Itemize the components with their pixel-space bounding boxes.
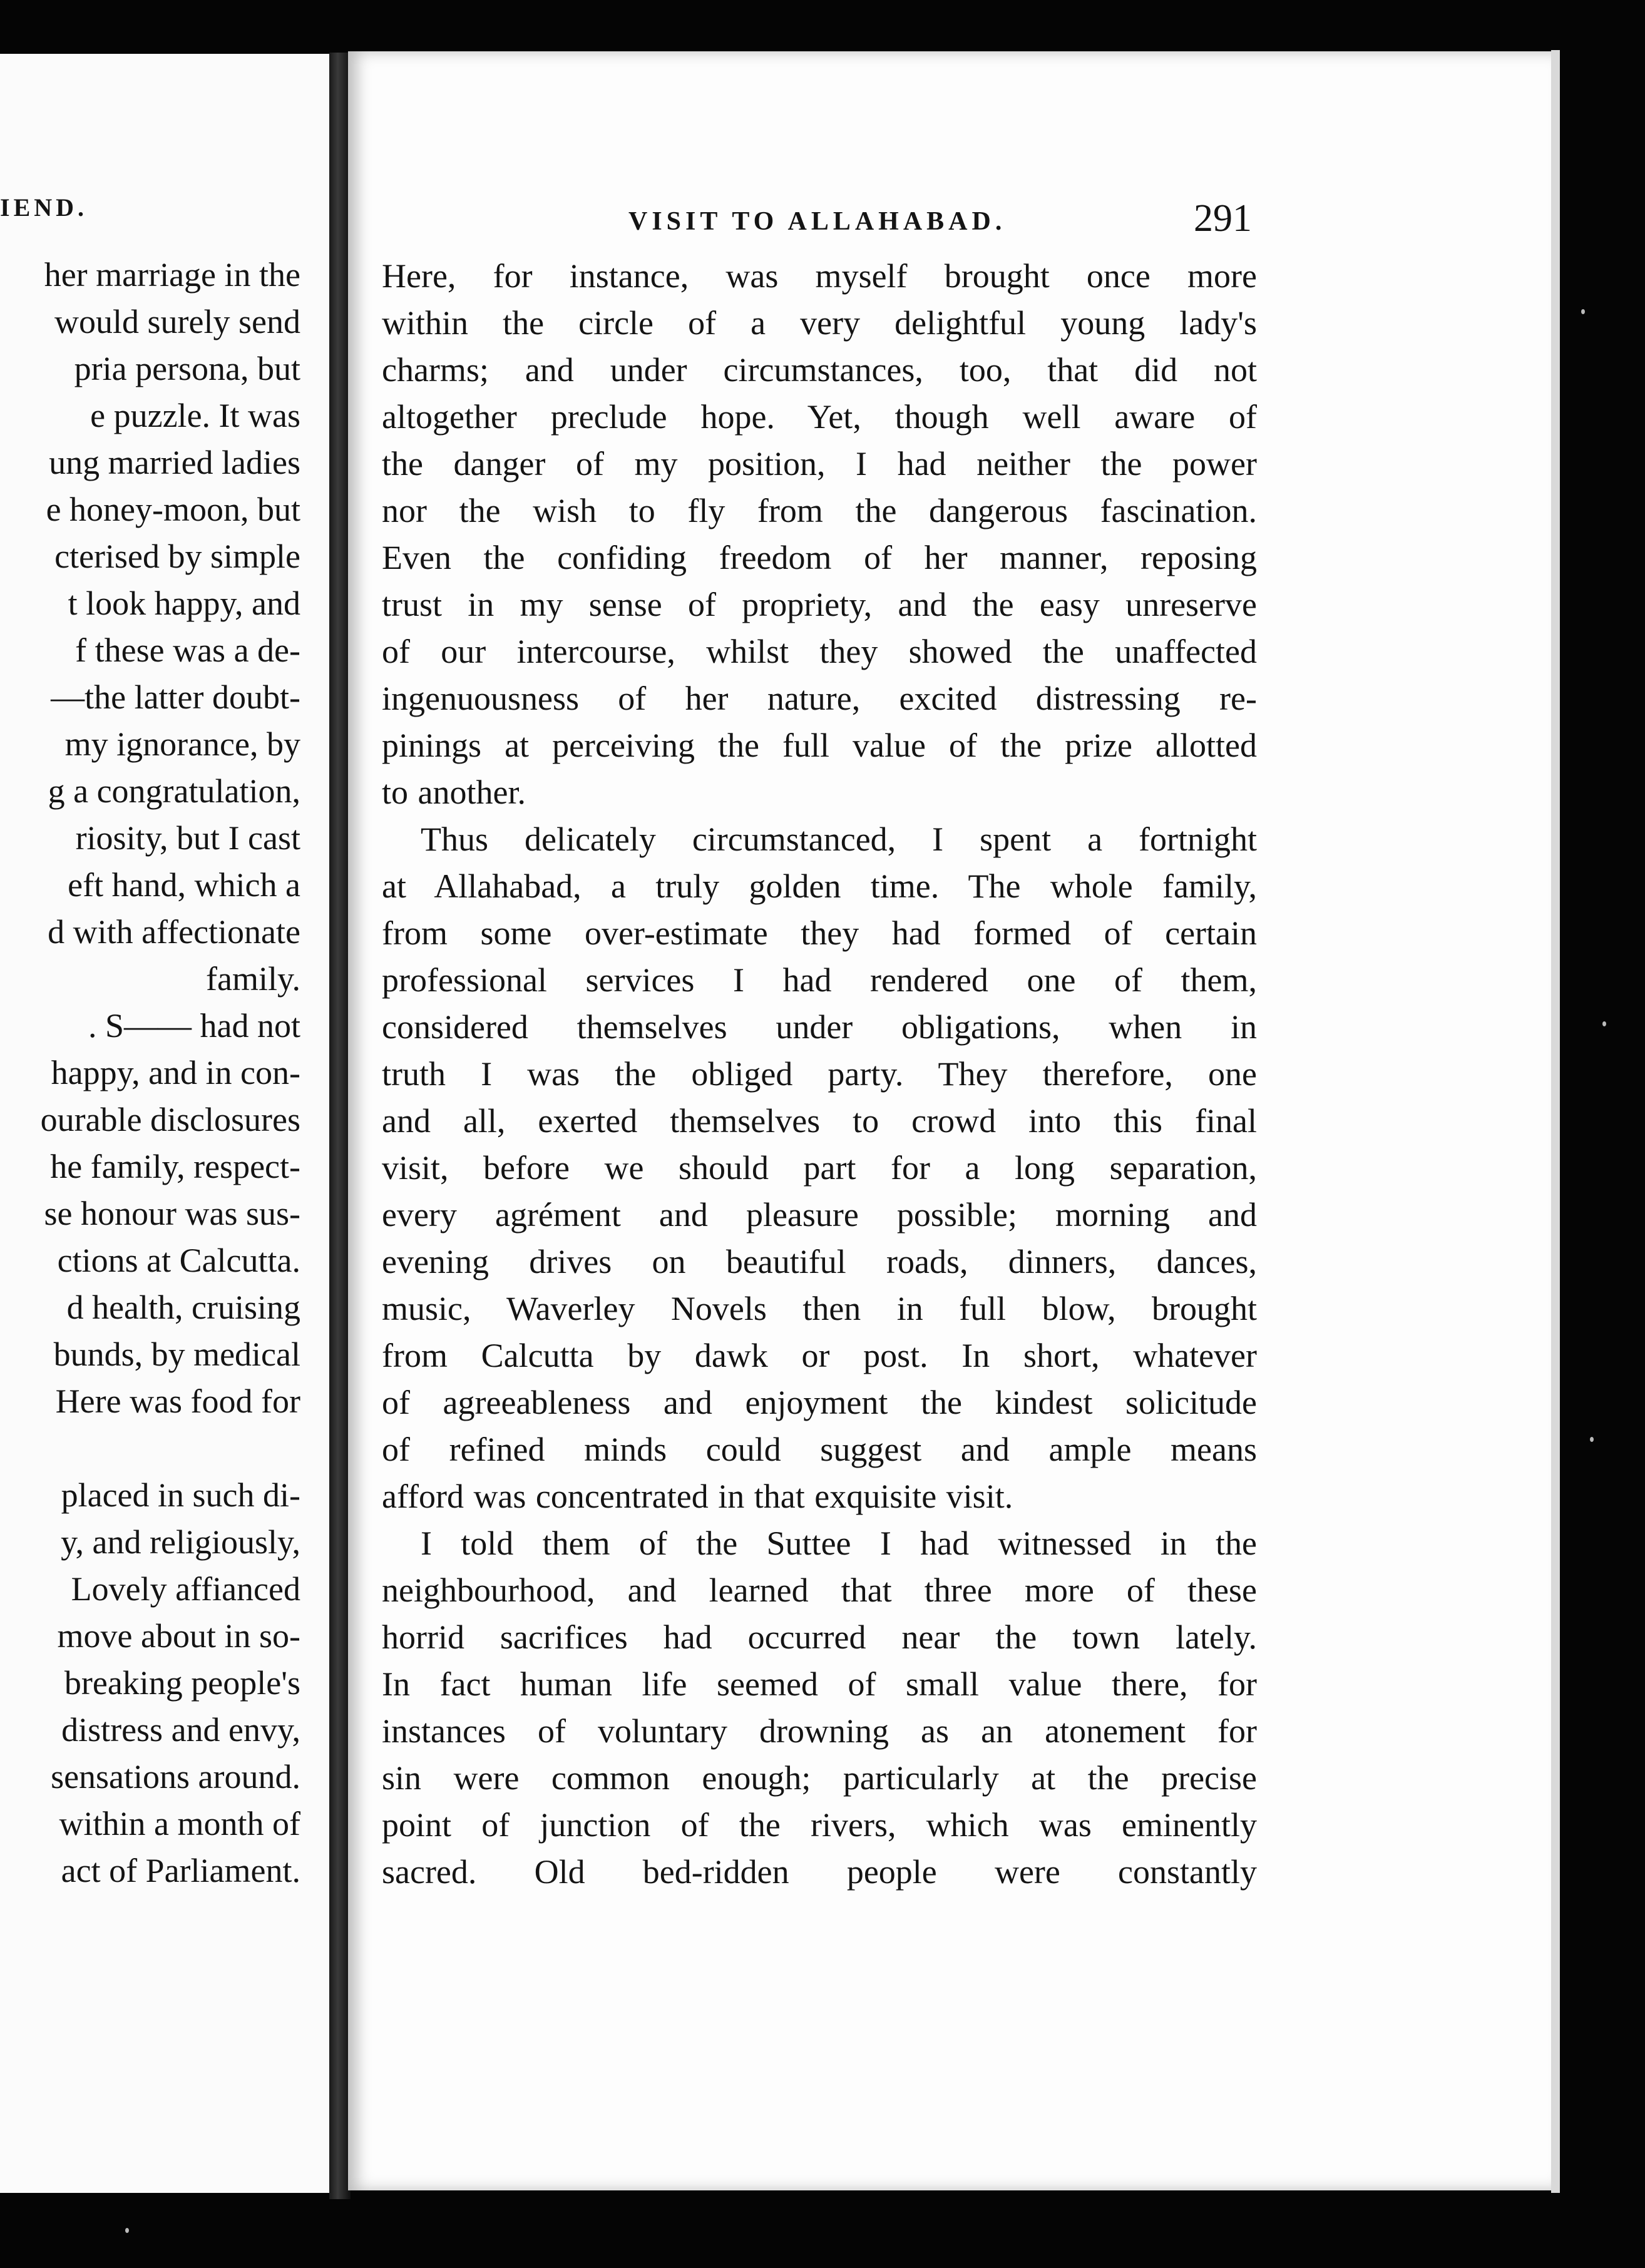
text-line: professional services I had rendered one of them, [382,961,1257,999]
paragraph [382,816,1257,1520]
text-line: horrid sacrifices had occurred near the town lately. [382,1618,1257,1656]
left-text-line: . S—— had not [88,1007,300,1045]
text-line: ingenuousness of her nature, excited distressing re- [382,680,1257,717]
left-text-line: cterised by simple [54,538,300,575]
left-text-line: within a month of [59,1805,300,1842]
text-line: from some over-estimate they had formed of certain [382,914,1257,952]
text-line: and all, exerted themselves to crowd into this final [382,1102,1257,1140]
left-text-line: d health, cruising [66,1289,300,1326]
left-text-line: her marriage in the [44,256,300,294]
left-text-block [0,252,300,1894]
book-gutter [329,53,351,2199]
paragraph [382,1520,1257,1896]
scan-speck [1581,309,1585,314]
text-line: every agrément and pleasure possible; morning and [382,1196,1257,1234]
body-text [382,253,1257,1896]
text-line: I told them of the Suttee I had witnessed in the [421,1525,1257,1562]
text-line: truth I was the obliged party. They therefore, one [382,1055,1257,1093]
left-text-line [0,1425,300,1472]
text-line: instances of voluntary drowning as an atonement for [382,1712,1257,1750]
text-line: sin were common enough; particularly at the precise [382,1759,1257,1797]
left-text-line: breaking people's [64,1664,300,1702]
text-line: of refined minds could suggest and ample means [382,1431,1257,1468]
text-line: pinings at perceiving the full value of the prize allotted [382,727,1257,764]
left-text-line: eft hand, which a [68,866,300,904]
scan-speck [1602,1021,1606,1026]
left-text-line: y, and religiously, [61,1523,300,1561]
text-line: the danger of my position, I had neither the power [382,445,1257,483]
left-text-line: riosity, but I cast [75,819,300,857]
text-line: considered themselves under obligations, when in [382,1008,1257,1046]
left-text-line: act of Parliament. [61,1852,300,1889]
left-text-line: se honour was sus- [44,1195,300,1232]
text-line: afford was concentrated in that exquisite visit. [382,1478,1013,1515]
left-text-line: bunds, by medical [53,1336,300,1373]
left-text-line: placed in such di- [61,1476,300,1514]
text-line: visit, before we should part for a long separation, [382,1149,1257,1187]
text-line: In fact human life seemed of small value there, for [382,1665,1257,1703]
text-line: sacred. Old bed-ridden people were constantly [382,1853,1257,1891]
left-text-line: my ignorance, by [64,725,300,763]
left-text-line: family. [206,960,300,998]
page-edge [1551,50,1560,2193]
left-text-line: t look happy, and [68,585,300,622]
scan-speck [125,2228,129,2233]
text-line: Here, for instance, was myself brought once more [382,257,1257,295]
text-line: to another. [382,774,526,811]
page-header [628,197,1252,252]
text-line: Even the confiding freedom of her manner, reposing [382,539,1257,576]
scan-speck [1590,1437,1594,1442]
text-line: within the circle of a very delightful young lady's [382,304,1257,342]
text-line: nor the wish to fly from the dangerous fascination. [382,492,1257,529]
left-text-line: f these was a de- [75,631,300,669]
text-line: Thus delicately circumstanced, I spent a fortnight [421,820,1257,858]
left-running-head: IEND. [0,193,88,222]
left-text-line: would surely send [54,303,300,340]
text-line: neighbourhood, and learned that three more of these [382,1571,1257,1609]
text-line: evening drives on beautiful roads, dinners, dances, [382,1243,1257,1280]
left-text-line: —the latter doubt- [51,678,300,716]
left-text-line: e honey-moon, but [46,491,300,528]
page-number: 291 [1194,197,1252,240]
left-text-line: distress and envy, [61,1711,300,1749]
text-line: charms; and under circumstances, too, that did not [382,351,1257,389]
text-line: music, Waverley Novels then in full blow, brought [382,1290,1257,1327]
paragraph [382,253,1257,816]
left-text-line: ctions at Calcutta. [57,1242,300,1279]
left-text-line: sensations around. [51,1758,300,1796]
left-text-line: Lovely affianced [71,1570,300,1608]
left-text-line: pria persona, but [74,350,300,387]
left-text-line: happy, and in con- [51,1054,300,1091]
text-line: of our intercourse, whilst they showed the unaffected [382,633,1257,670]
text-line: trust in my sense of propriety, and the easy unreserve [382,586,1257,623]
left-page [0,54,331,2193]
left-text-line: ourable disclosures [40,1101,300,1138]
text-line: point of junction of the rivers, which was eminently [382,1806,1257,1844]
left-text-line: g a congratulation, [48,772,300,810]
text-line: of agreeableness and enjoyment the kindest solicitude [382,1384,1257,1421]
left-text-line: e puzzle. It was [90,397,300,434]
left-text-line: ung married ladies [49,444,300,481]
left-text-line: Here was food for [55,1382,300,1420]
running-title: VISIT TO ALLAHABAD. [628,207,1007,236]
left-text-line: move about in so- [57,1617,300,1655]
left-text-line: d with affectionate [48,913,300,951]
text-line: altogether preclude hope. Yet, though well aware of [382,398,1257,436]
text-line: at Allahabad, a truly golden time. The whole family, [382,867,1257,905]
text-line: from Calcutta by dawk or post. In short, whatever [382,1337,1257,1374]
left-text-line: he family, respect- [50,1148,300,1185]
